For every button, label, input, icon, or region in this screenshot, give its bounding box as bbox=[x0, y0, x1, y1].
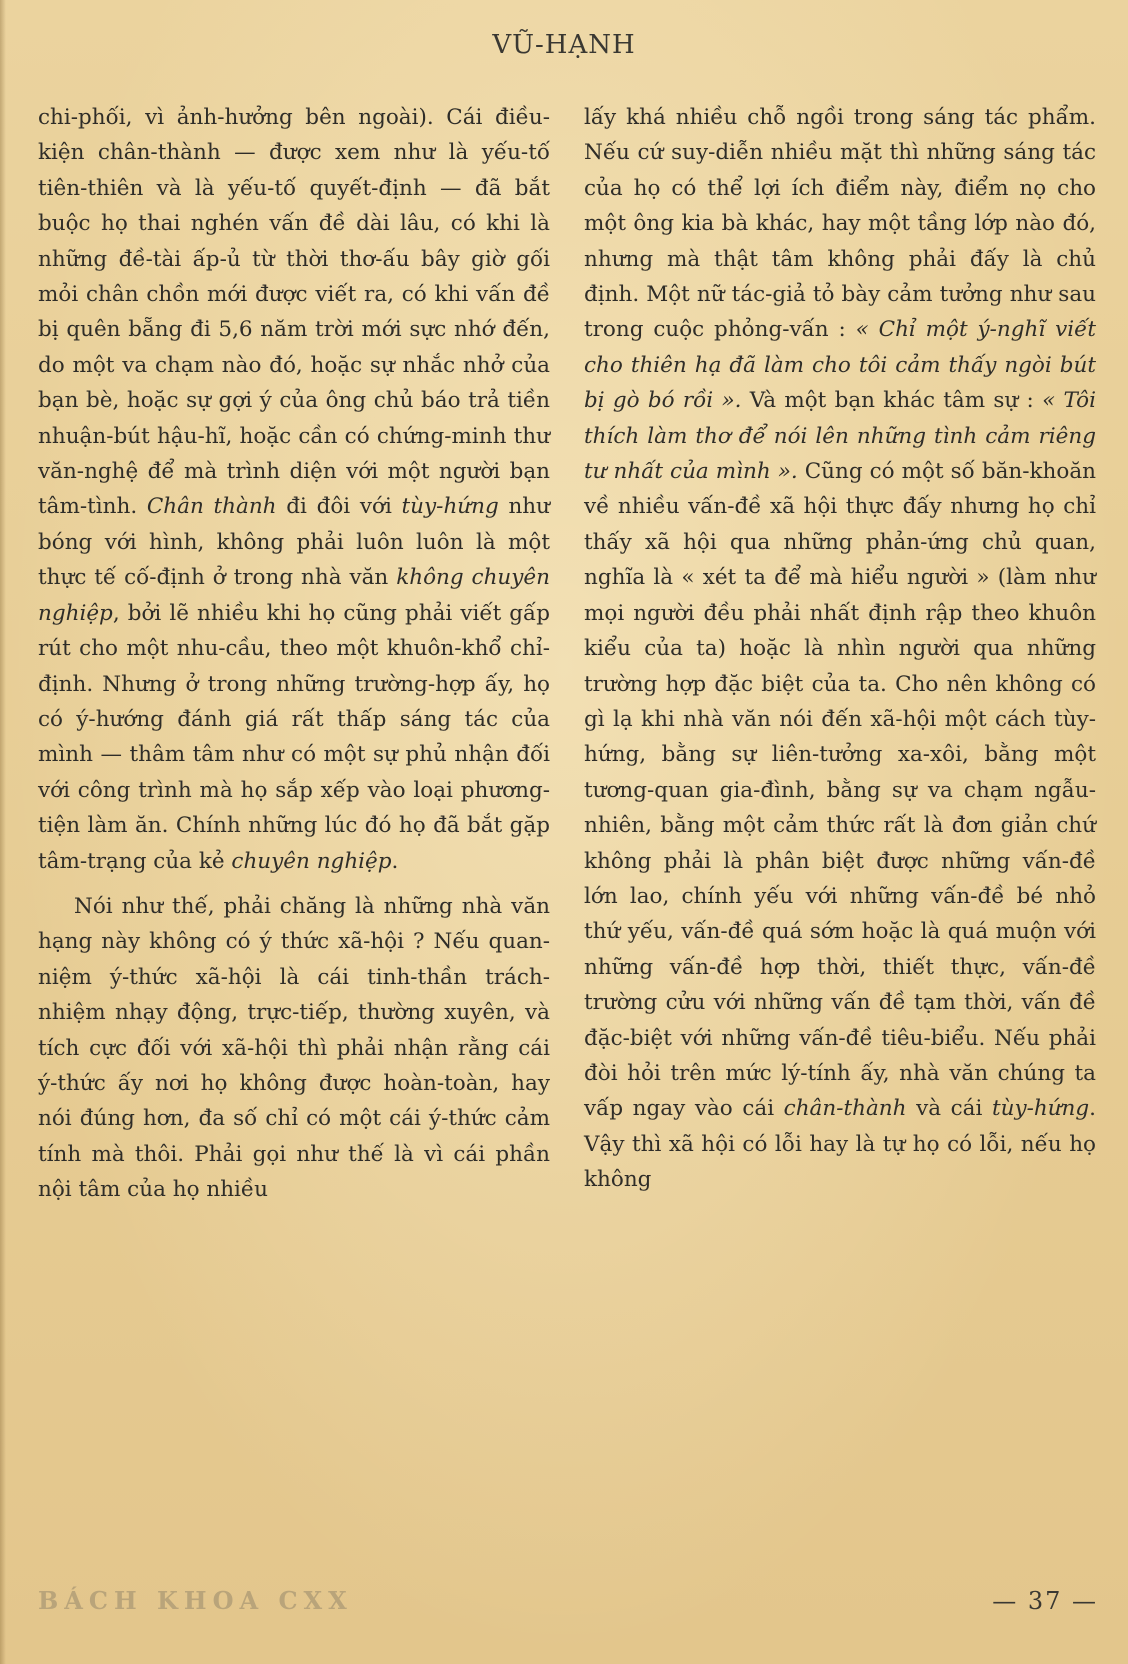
italic-run: tùy-hứng bbox=[991, 1096, 1090, 1122]
paragraph-1 bbox=[38, 100, 550, 879]
text-run: như bóng với hình, không phải luôn luôn là một thực tế cố-định ở trong nhà văn bbox=[38, 494, 550, 591]
text-run: , bởi lẽ nhiều khi họ cũng phải viết gấp rút cho một nhu-cầu, theo một khuôn-khổ chỉ-định. Nhưng ở trong những trường-hợp ấy, họ có ý-hướng đánh giá rất thấp sáng tác của mình — thâm tâm như có một sự phủ nhận đối với công trình mà họ sắp xếp vào loại phương-tiện làm ăn. Chính những lúc đó họ đã bắt gặp tâm-trạng của kẻ bbox=[38, 600, 550, 874]
text-run: Và một bạn khác tâm sự : bbox=[741, 388, 1043, 414]
page-fold-shadow bbox=[0, 0, 6, 1664]
text-run: và cái bbox=[906, 1096, 992, 1122]
quote-run: « Tôi thích làm thơ để nói lên những tình cảm riêng tư nhất của mình ». bbox=[584, 388, 1096, 485]
italic-run: tùy-hứng bbox=[401, 494, 499, 520]
text-run: lấy khá nhiều chỗ ngồi trong sáng tác phẩm. Nếu cứ suy-diễn nhiều mặt thì những sáng tác của họ có thể lợi ích điểm này, điểm nọ cho một ông kia bà khác, hay một tầng lớp nào đó, nhưng mà thật tâm không phải đấy là chủ định. Một nữ tác-giả tỏ bày cảm tưởng như sau trong cuộc phỏng-vấn : bbox=[584, 105, 1096, 343]
text-run: . bbox=[391, 848, 399, 874]
right-column bbox=[584, 100, 1096, 1198]
paragraph-3 bbox=[584, 100, 1096, 1198]
paragraph-2: Nói như thế, phải chăng là những nhà văn hạng này không có ý thức xã-hội ? Nếu quan-niệm ý-thức xã-hội là cái tinh-thần trách-nhiệm nhạy động, trực-tiếp, thường xuyên, và tích cực đối với xã-hội thì phải nhận rằng cái ý-thức ấy nơi họ không được hoàn-toàn, hay nói đúng hơn, đa số chỉ có một cái ý-thức cảm tính mà thôi. Phải gọi như thế là vì cái phần nội tâm của họ nhiều bbox=[38, 893, 550, 1203]
italic-run: Chân thành bbox=[146, 494, 277, 520]
page-footer bbox=[38, 1586, 1098, 1615]
italic-run: chuyên nghiệp bbox=[231, 848, 392, 874]
text-run: chi-phối, vì ảnh-hưởng bên ngoài). Cái điều-kiện chân-thành — được xem như là yếu-tố tiên-thiên và là yếu-tố quyết-định — đã bắt buộc họ thai nghén vấn đề dài lâu, có khi là những đề-tài ấp-ủ từ thời thơ-ấu bây giờ gối mỏi chân chồn mới được viết ra, có khi vấn đề bị quên bẵng đi 5,6 năm trời mới sực nhớ đến, do một va chạm nào đó, hoặc sự nhắc nhở của bạn bè, hoặc sự gợi ý của ông chủ báo trả tiền nhuận-bút hậu-hĩ, hoặc cần có chứng-minh thư văn-nghệ để mà trình diện với một người bạn tâm-tình. bbox=[38, 105, 550, 520]
italic-run: chân-thành bbox=[783, 1096, 907, 1122]
page-number: — 37 — bbox=[992, 1586, 1098, 1615]
left-column bbox=[38, 100, 550, 1208]
italic-run: không chuyên nghiệp bbox=[38, 565, 551, 626]
journal-name: BÁCH KHOA CXX bbox=[38, 1586, 353, 1615]
text-run: . Vậy thì xã hội có lỗi hay là tự họ có lỗi, nếu họ không bbox=[584, 1096, 1097, 1193]
running-head: VŨ-HẠNH bbox=[492, 30, 636, 60]
text-run: đi đôi với bbox=[276, 494, 402, 520]
quote-run: « Chỉ một ý-nghĩ viết cho thiên hạ đã làm cho tôi cảm thấy ngòi bút bị gò bó rồi ». bbox=[584, 317, 1096, 414]
text-run: Cũng có một số băn-khoăn về nhiều vấn-đề xã hội thực đấy nhưng họ chỉ thấy xã hội qua những phản-ứng chủ quan, nghĩa là « xét ta để mà hiểu người » (làm như mọi người đều phải nhất định rập theo khuôn kiểu của ta) hoặc là nhìn người qua những trường hợp đặc biệt của ta. Cho nên không có gì lạ khi nhà văn nói đến xã-hội một cách tùy-hứng, bằng sự liên-tưởng xa-xôi, bằng một tương-quan gia-đình, bằng sự va chạm ngẫu-nhiên, bằng một cảm thức rất là đơn giản chứ không phải là phân biệt được những vấn-đề lớn lao, chính yếu với những vấn-đề bé nhỏ thứ yếu, vấn-đề quá sớm hoặc là quá muộn với những vấn-đề hợp thời, thiết thực, vấn-đề trường cửu với những vấn đề tạm thời, vấn đề đặc-biệt với những vấn-đề tiêu-biểu. Nếu phải đòi hỏi trên mức lý-tính ấy, nhà văn chúng ta vấp ngay vào cái bbox=[584, 459, 1096, 1122]
